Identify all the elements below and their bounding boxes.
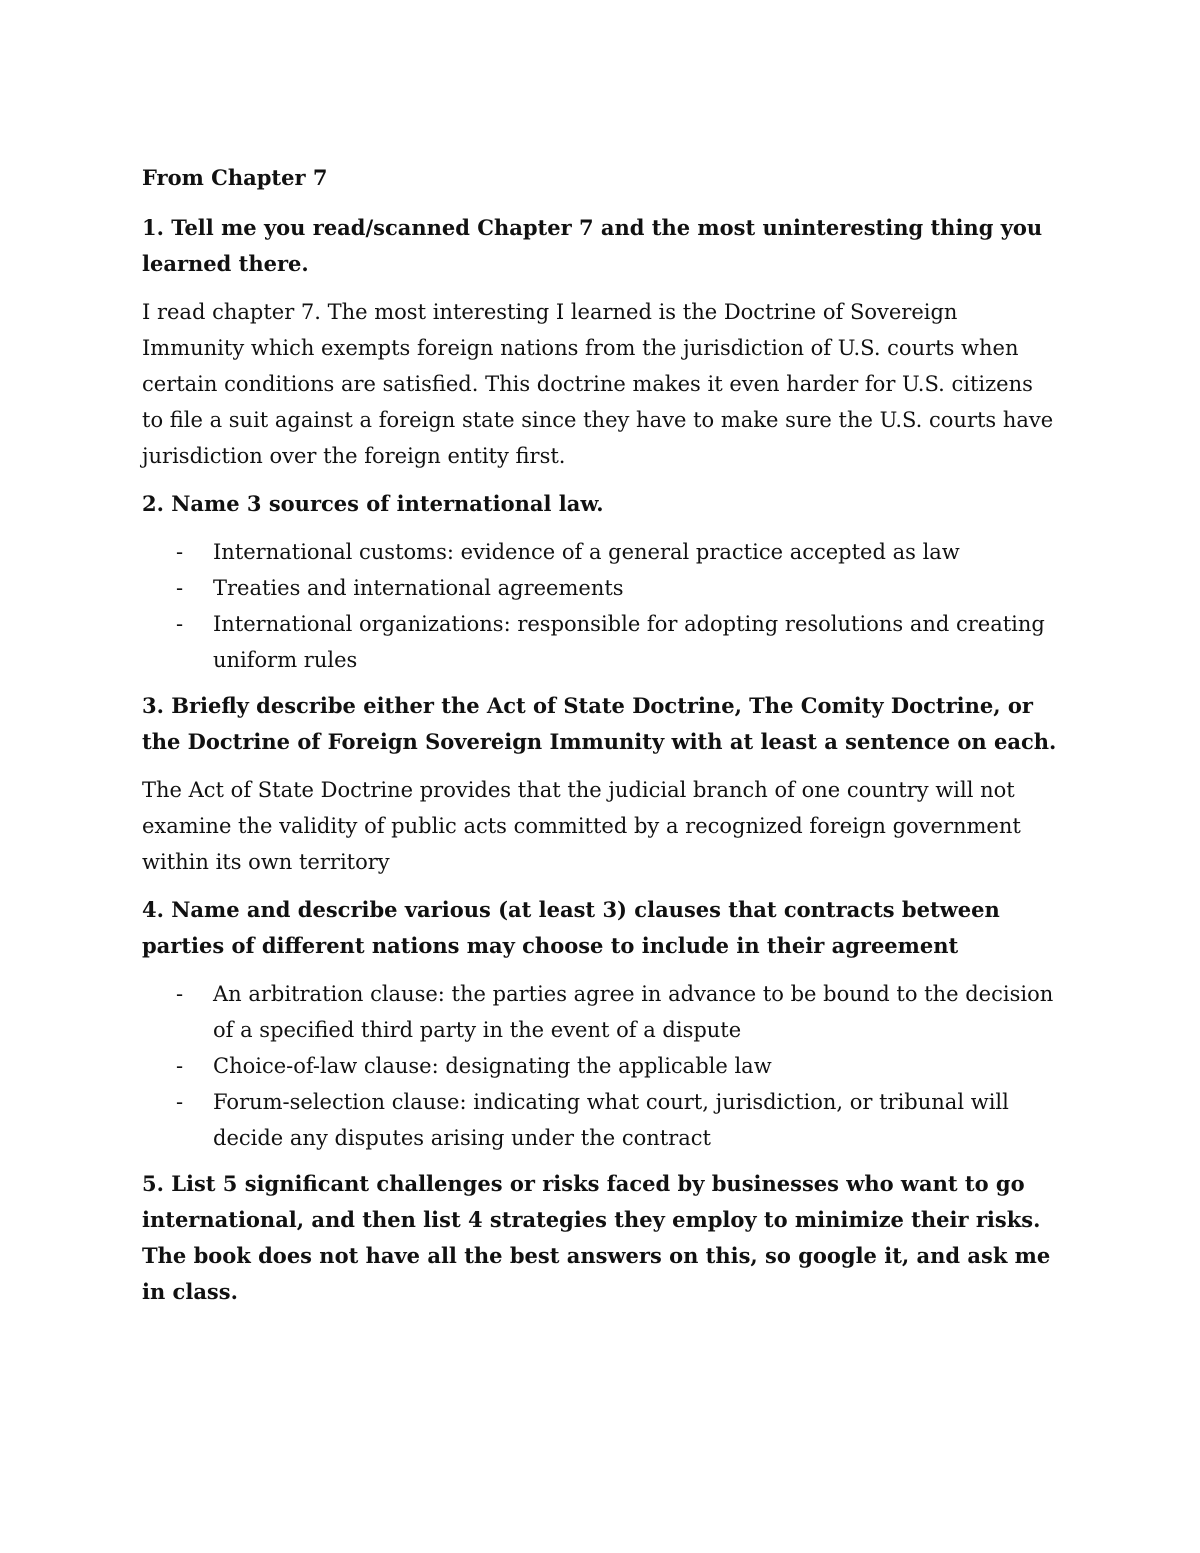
list-item [142, 1084, 1060, 1156]
answer-1: I read chapter 7. The most interesting I learned is the Doctrine of Sovereign Immunity which exempts foreign nations from the jurisdiction of U.S. courts when certain conditions are satisfied. This doctrine makes it even harder for U.S. citizens to file a suit against a foreign state since they have to make sure the U.S. courts have jurisdiction over the foreign entity first. [142, 300, 1054, 468]
document-title: From Chapter 7 [142, 165, 328, 190]
list-item-text: Forum-selection clause: indicating what court, jurisdiction, or tribunal will decide any disputes arising under the contract [213, 1090, 1009, 1150]
list-item-text: Choice-of-law clause: designating the applicable law [213, 1054, 772, 1078]
bullet-dash: - [176, 982, 184, 1006]
clauses-list [142, 976, 1060, 1156]
bullet-dash: - [176, 540, 184, 564]
bullet-dash: - [176, 576, 184, 600]
list-item-text: Treaties and international agreements [213, 576, 624, 600]
sources-list [142, 534, 1060, 678]
list-item [142, 534, 1060, 570]
answer-3: The Act of State Doctrine provides that the judicial branch of one country will not examine the validity of public acts committed by a recognized foreign government within its own territory [142, 778, 1021, 874]
list-item [142, 976, 1060, 1048]
question-4: 4. Name and describe various (at least 3) clauses that contracts between parties of different nations may choose to include in their agreement [142, 897, 1000, 958]
bullet-dash: - [176, 612, 184, 636]
list-item [142, 606, 1060, 678]
list-item-text: An arbitration clause: the parties agree in advance to be bound to the decision of a specified third party in the event of a dispute [213, 982, 1054, 1042]
list-item-text: International customs: evidence of a general practice accepted as law [213, 540, 960, 564]
question-3: 3. Briefly describe either the Act of State Doctrine, The Comity Doctrine, or the Doctrine of Foreign Sovereign Immunity with at least a sentence on each. [142, 693, 1057, 754]
question-5: 5. List 5 significant challenges or risks faced by businesses who want to go international, and then list 4 strategies they employ to minimize their risks. The book does not have all the best answers on this, so google it, and ask me in class. [142, 1171, 1051, 1304]
bullet-dash: - [176, 1090, 184, 1114]
list-item [142, 570, 1060, 606]
question-2: 2. Name 3 sources of international law. [142, 491, 604, 516]
bullet-dash: - [176, 1054, 184, 1078]
list-item-text: International organizations: responsible for adopting resolutions and creating uniform rules [213, 612, 1045, 672]
list-item [142, 1048, 1060, 1084]
question-1: 1. Tell me you read/scanned Chapter 7 and the most uninteresting thing you learned there. [142, 215, 1043, 276]
